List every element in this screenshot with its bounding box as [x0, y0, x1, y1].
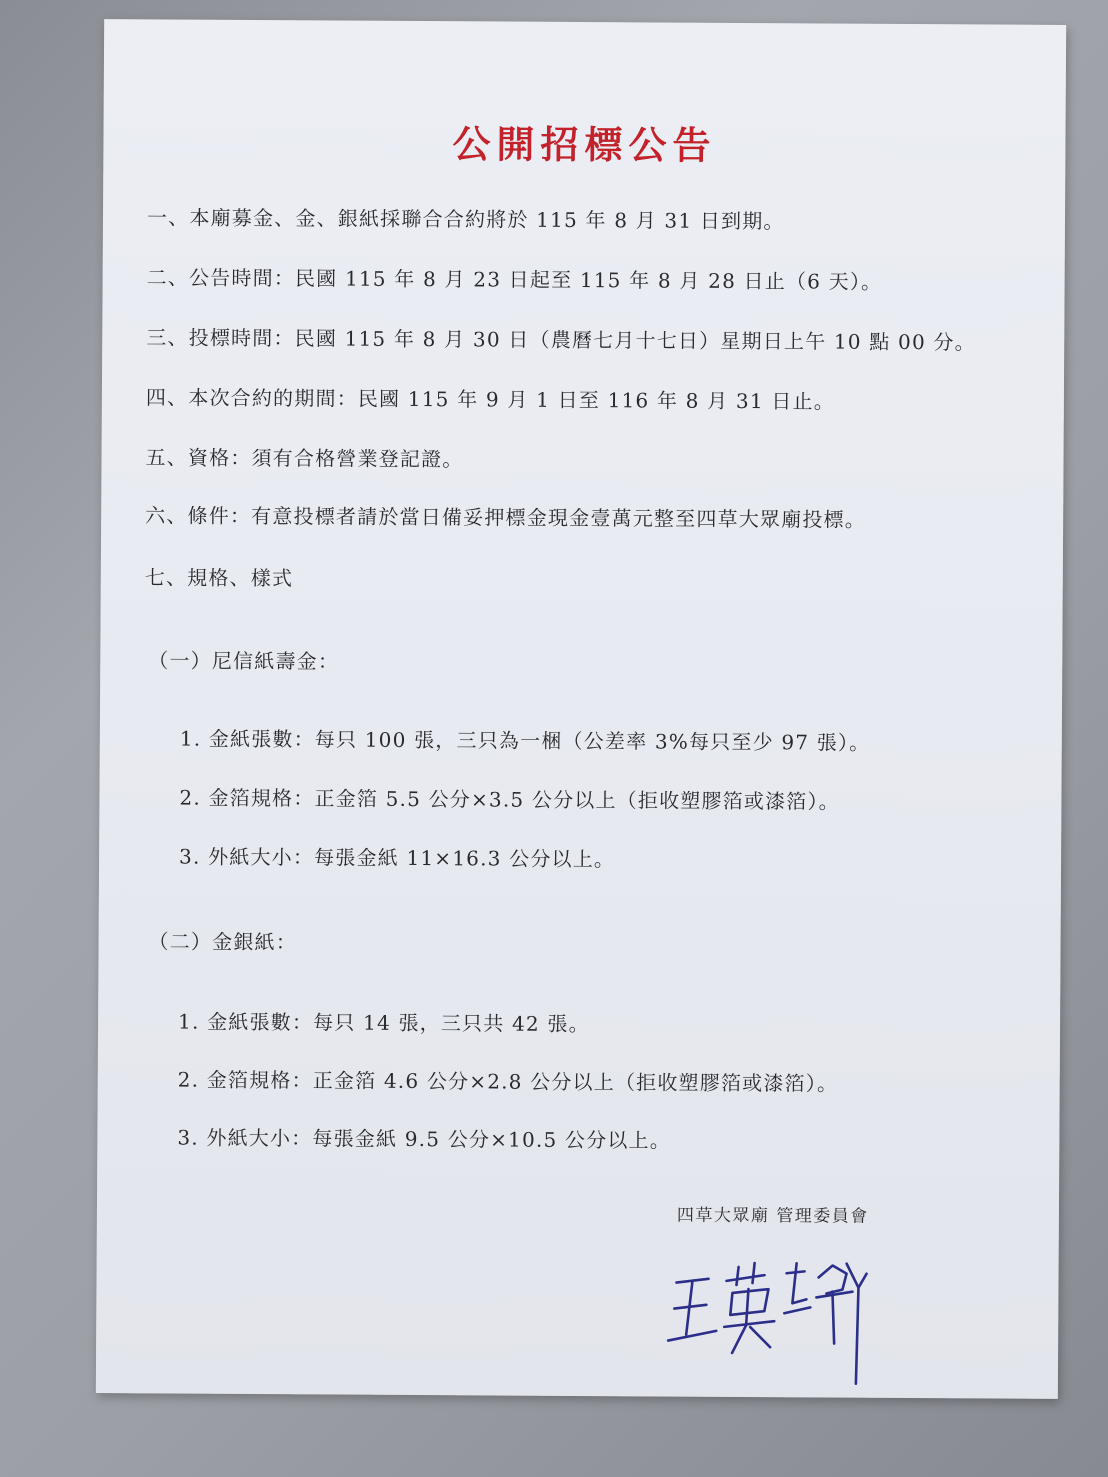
notice-title: 公開招標公告 [452, 121, 717, 168]
section2-item-2: 2. 金箔規格：正金箔 4.6 公分×2.8 公分以上（拒收塑膠箔或漆箔）。 [177, 1067, 839, 1096]
notice-item-6: 六、條件：有意投標者請於當日備妥押標金現金壹萬元整至四草大眾廟投標。 [145, 503, 867, 532]
section1-heading: （一）尼信紙壽金： [148, 648, 340, 674]
notice-item-3: 三、投標時間：民國 115 年 8 月 30 日（農曆七月十七日）星期日上午 10 點 00 分。 [146, 325, 976, 355]
handwritten-signature [646, 1242, 897, 1394]
organization-name: 四草大眾廟 管理委員會 [676, 1205, 869, 1227]
notice-item-2: 二、公告時間：民國 115 年 8 月 23 日起至 115 年 8 月 28 日止（6 天）。 [146, 265, 883, 294]
notice-item-4: 四、本次合約的期間：民國 115 年 9 月 1 日至 116 年 8 月 31 日止。 [145, 385, 836, 414]
section1-item-1: 1. 金紙張數：每只 100 張，三只為一梱（公差率 3%每只至少 97 張）。 [179, 726, 871, 755]
notice-paper [96, 19, 1066, 1399]
notice-item-7: 七、規格、樣式 [144, 565, 294, 591]
section2-item-3: 3. 外紙大小：每張金紙 9.5 公分×10.5 公分以上。 [177, 1125, 672, 1153]
notice-item-1: 一、本廟募金、金、銀紙採聯合合約將於 115 年 8 月 31 日到期。 [146, 205, 785, 234]
section1-item-2: 2. 金箔規格：正金箔 5.5 公分×3.5 公分以上（拒收塑膠箔或漆箔）。 [179, 785, 840, 814]
section2-heading: （二）金銀紙： [148, 929, 298, 955]
section2-item-1: 1. 金紙張數：每只 14 張，三只共 42 張。 [178, 1009, 590, 1037]
section1-item-3: 3. 外紙大小：每張金紙 11×16.3 公分以上。 [179, 844, 616, 872]
notice-item-5: 五、資格：須有合格營業登記證。 [145, 445, 464, 472]
